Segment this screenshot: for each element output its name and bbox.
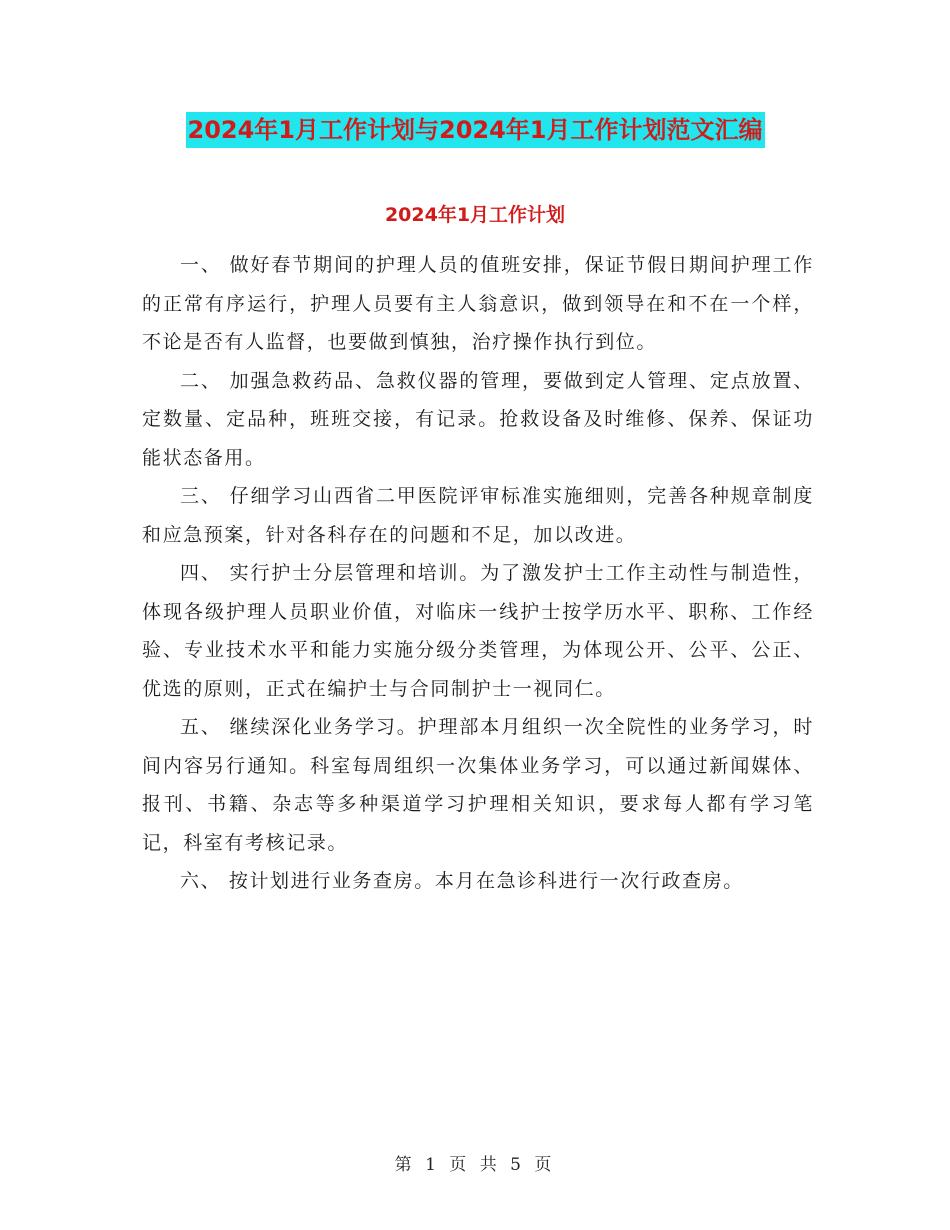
paragraph-3: 三、 仔细学习山西省二甲医院评审标准实施细则，完善各种规章制度和应急预案，针对各科存在的问题和不足，加以改进。 [142,485,814,546]
paragraph-4: 四、 实行护士分层管理和培训。为了激发护士工作主动性与制造性，体现各级护理人员职业价值，对临床一线护士按学历水平、职称、工作经验、专业技术水平和能力实施分级分类管理，为体现公开、公平、公正、优选的原则，正式在编护士与合同制护士一视同仁。 [142,562,814,700]
paragraph-2: 二、 加强急救药品、急救仪器的管理，要做到定人管理、定点放置、定数量、定品种，班班交接，有记录。抢救设备及时维修、保养、保证功能状态备用。 [142,369,814,469]
paragraph-5: 五、 继续深化业务学习。护理部本月组织一次全院性的业务学习，时间内容另行通知。科室每周组织一次集体业务学习，可以通过新闻媒体、报刊、书籍、杂志等多种渠道学习护理相关知识，要求每人都有学习笔记，科室有考核记录。 [142,716,814,854]
document-title: 2024年1月工作计划与2024年1月工作计划范文汇编 [186,112,765,148]
document-body [142,246,814,901]
document-title-container [0,112,950,148]
page-footer: 第 1 页 共 5 页 [394,1155,556,1175]
paragraph-6: 六、 按计划进行业务查房。本月在急诊科进行一次行政查房。 [180,870,744,892]
paragraph-1: 一、 做好春节期间的护理人员的值班安排，保证节假日期间护理工作的正常有序运行，护理人员要有主人翁意识，做到领导在和不在一个样，不论是否有人监督，也要做到慎独，治疗操作执行到位。 [142,254,814,353]
section-title: 2024年1月工作计划 [384,204,566,226]
